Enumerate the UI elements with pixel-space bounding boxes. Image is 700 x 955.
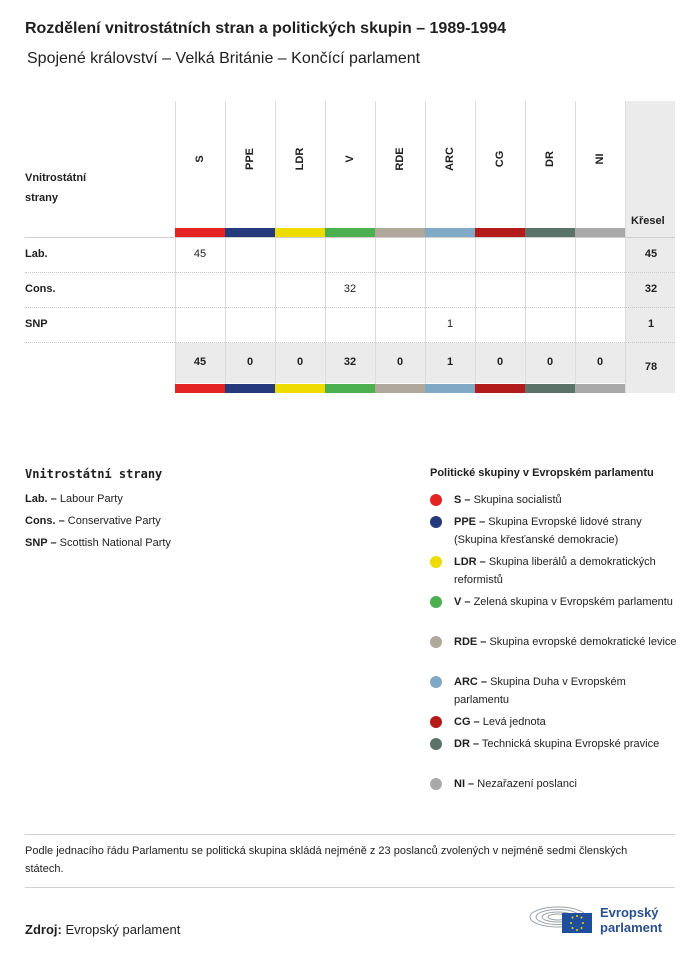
- column-color-bar: [375, 384, 425, 393]
- eu-legend-text: [454, 673, 680, 709]
- column-divider: [375, 101, 376, 393]
- table-cell: 45: [193, 248, 207, 260]
- eu-legend-code: S –: [454, 494, 471, 506]
- column-total: 0: [246, 356, 254, 368]
- eu-legend-text: [454, 513, 680, 549]
- column-total: 32: [343, 356, 357, 368]
- legend-dot-icon: [430, 676, 442, 688]
- eu-legend-name: Nezařazení poslanci: [474, 778, 577, 790]
- column-color-bar: [325, 384, 375, 393]
- column-color-bar: [225, 384, 275, 393]
- footnote: Podle jednacího řádu Parlamentu se politická skupina skládá nejméně z 23 poslanců zvolených v nejméně sedmi členských státech.: [25, 845, 628, 875]
- column-header: ARC: [444, 147, 456, 171]
- eu-legend-name: Skupina socialistů: [470, 494, 562, 506]
- european-parliament-logo: [528, 895, 678, 940]
- eu-legend-name: Skupina evropské demokratické levice: [486, 636, 677, 648]
- eu-legend-text: [454, 553, 680, 589]
- column-divider: [625, 101, 626, 393]
- national-legend-title: Vnitrostátní strany: [25, 467, 163, 481]
- column-color-bar: [475, 384, 525, 393]
- header-divider: [25, 237, 675, 238]
- eu-legend-text: [454, 633, 680, 651]
- column-total: 0: [596, 356, 604, 368]
- eu-legend-name: Skupina Duha v Evropském parlamentu: [454, 676, 626, 706]
- totals-column-bg: [626, 101, 675, 393]
- column-color-bar: [575, 228, 625, 237]
- national-legend-item: Lab. – Labour Party: [25, 493, 123, 505]
- seats-column-header: Křesel: [631, 215, 665, 227]
- column-total: 0: [496, 356, 504, 368]
- legend-dot-icon: [430, 516, 442, 528]
- column-color-bar: [575, 384, 625, 393]
- column-total: 0: [296, 356, 304, 368]
- divider: [25, 834, 675, 835]
- column-header: RDE: [394, 147, 406, 171]
- column-color-bar: [275, 228, 325, 237]
- eu-legend-text: [454, 593, 680, 611]
- table-cell: 32: [343, 283, 357, 295]
- row-divider: [25, 272, 675, 273]
- column-color-bar: [475, 228, 525, 237]
- legend-dot-icon: [430, 636, 442, 648]
- column-color-bar: [175, 384, 225, 393]
- eu-legend-code: RDE –: [454, 636, 487, 648]
- parliament-logo-icon: [528, 895, 678, 940]
- column-divider: [325, 101, 326, 393]
- column-header: PPE: [244, 148, 256, 171]
- column-header: CG: [494, 150, 506, 168]
- eu-legend-text: [454, 491, 680, 509]
- column-color-bar: [525, 384, 575, 393]
- eu-legend-name: Technická skupina Evropské pravice: [479, 738, 660, 750]
- svg-text:Evropský: Evropský: [600, 905, 659, 920]
- row-party-label: Lab.: [25, 248, 48, 260]
- row-total: 1: [647, 318, 655, 330]
- column-header: S: [194, 155, 206, 163]
- column-color-bar: [275, 384, 325, 393]
- eu-legend-name: Zelená skupina v Evropském parlamentu: [470, 596, 673, 608]
- column-color-bar: [325, 228, 375, 237]
- column-total: 0: [546, 356, 554, 368]
- eu-legend-code: NI –: [454, 778, 475, 790]
- row-party-label: SNP: [25, 318, 48, 330]
- column-header: LDR: [294, 147, 306, 171]
- column-header: NI: [594, 153, 606, 165]
- column-color-bar: [425, 228, 475, 237]
- row-party-label: Cons.: [25, 283, 56, 295]
- row-divider: [25, 342, 675, 343]
- eu-legend-text: [454, 735, 680, 753]
- column-divider: [175, 101, 176, 393]
- eu-legend-code: V –: [454, 596, 471, 608]
- column-total: 0: [396, 356, 404, 368]
- column-header: V: [344, 155, 356, 163]
- eu-legend-text: [454, 713, 680, 731]
- column-divider: [475, 101, 476, 393]
- column-header: DR: [544, 151, 556, 167]
- legend-dot-icon: [430, 716, 442, 728]
- column-color-bar: [225, 228, 275, 237]
- national-legend-item: Cons. – Conservative Party: [25, 515, 161, 527]
- column-divider: [425, 101, 426, 393]
- column-color-bar: [375, 228, 425, 237]
- source-line: Zdroj: Evropský parlament: [25, 922, 181, 937]
- column-color-bar: [175, 228, 225, 237]
- eu-legend-name: Skupina Evropské lidové strany (Skupina křesťanské demokracie): [454, 516, 642, 546]
- chart-title: Rozdělení vnitrostátních stran a politických skupin – 1989-1994: [25, 20, 507, 37]
- column-color-bar: [525, 228, 575, 237]
- column-divider: [525, 101, 526, 393]
- parties-column-label: Vnitrostátní strany: [25, 172, 87, 204]
- column-total: 1: [446, 356, 454, 368]
- column-divider: [225, 101, 226, 393]
- legend-dot-icon: [430, 596, 442, 608]
- column-divider: [575, 101, 576, 393]
- eu-legend-text: [454, 775, 680, 793]
- legend-dot-icon: [430, 778, 442, 790]
- row-total: 32: [644, 283, 658, 295]
- row-divider: [25, 307, 675, 308]
- eu-legend-name: Skupina liberálů a demokratických reformistů: [454, 556, 656, 586]
- column-color-bar: [425, 384, 475, 393]
- national-legend-item: SNP – Scottish National Party: [25, 537, 171, 549]
- legend-dot-icon: [430, 738, 442, 750]
- divider: [25, 887, 675, 888]
- eu-legend-code: ARC –: [454, 676, 488, 688]
- legend-dot-icon: [430, 494, 442, 506]
- legend-dot-icon: [430, 556, 442, 568]
- row-total: 45: [644, 248, 658, 260]
- eu-legend-code: CG –: [454, 716, 480, 728]
- column-total: 45: [193, 356, 207, 368]
- svg-text:parlament: parlament: [600, 920, 663, 935]
- eu-legend-code: PPE –: [454, 516, 486, 528]
- eu-legend-code: DR –: [454, 738, 480, 750]
- eu-legend-title: Politické skupiny v Evropském parlamentu: [430, 467, 654, 479]
- grand-total: 78: [644, 361, 658, 373]
- chart-subtitle: Spojené království – Velká Británie – Končící parlament: [27, 50, 421, 67]
- table-cell: 1: [446, 318, 454, 330]
- column-divider: [275, 101, 276, 393]
- eu-legend-code: LDR –: [454, 556, 486, 568]
- eu-legend-name: Levá jednota: [479, 716, 546, 728]
